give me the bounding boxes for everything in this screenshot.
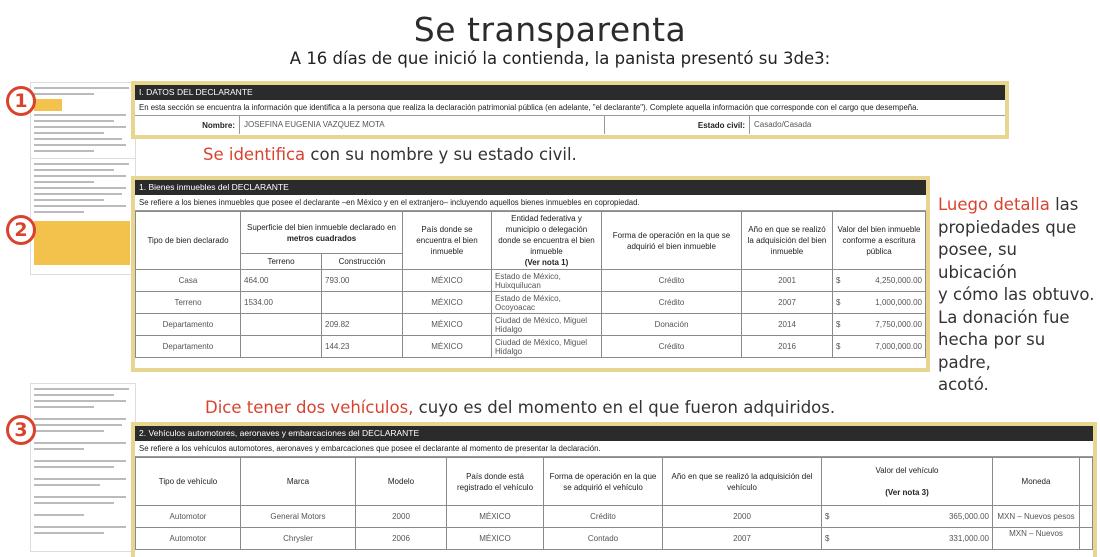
document-thumbnail-3 — [30, 383, 136, 552]
caption-highlight: Se identifica — [203, 145, 306, 164]
col-superficie: Superficie del bien inmueble declarado en metros cuadrados — [241, 212, 403, 254]
civil-status-value: Casado/Casada — [749, 116, 1005, 134]
step-badge-2: 2 — [6, 215, 36, 245]
table-row: Casa 464.00 793.00 MÉXICO Estado de México, Huixquilucan Crédito 2001 $ 4,250,000.00 — [136, 270, 926, 292]
step-badge-1: 1 — [6, 86, 36, 116]
col-anio: Año en que se realizó la adquisición del vehículo — [663, 458, 822, 506]
col-tipo: Tipo de vehículo — [136, 458, 241, 506]
col-terreno: Terreno — [241, 254, 322, 270]
page-subtitle: A 16 días de que inició la contienda, la panista presentó su 3de3: — [289, 49, 831, 68]
col-construccion: Construcción — [322, 254, 403, 270]
vehicles-table — [135, 457, 1093, 550]
page-title: Se transparenta — [413, 10, 687, 49]
col-anio: Año en que se realizó la adquisición del bien inmueble — [742, 212, 833, 270]
table-row: Terreno 1534.00 MÉXICO Estado de México, Ocoyoacac Crédito 2007 $ 1,000,000.00 — [136, 292, 926, 314]
col-valor: Valor del bien inmueble conforme a escritura pública — [833, 212, 926, 270]
col-marca: Marca — [241, 458, 356, 506]
document-thumbnail-1 — [30, 82, 136, 159]
declarant-data-section — [131, 81, 1009, 139]
caption-text: con su nombre y su estado civil. — [305, 145, 577, 164]
civil-status-label: Estado civil: — [697, 120, 745, 130]
col-forma: Forma de operación en la que se adquirió el vehículo — [544, 458, 663, 506]
document-thumbnail-2 — [30, 158, 136, 275]
col-pais: País donde está registrado el vehículo — [447, 458, 544, 506]
vehicles-section — [131, 422, 1097, 557]
step-badge-3: 3 — [6, 415, 36, 445]
real-estate-table — [135, 211, 926, 358]
col-valor: Valor del vehículo (Ver nota 3) — [822, 458, 993, 506]
name-label: Nombre: — [202, 120, 235, 130]
side-note-highlight: Luego detalla — [938, 195, 1050, 214]
table-row: Automotor Chrysler 2006 MÉXICO Contado 2007 $ 331,000.00 MXN – Nuevos — [136, 528, 1093, 550]
col-forma: Forma de operación en la que se adquirió el bien inmueble — [602, 212, 742, 270]
section-header-bar: I. DATOS DEL DECLARANTE — [135, 85, 1005, 100]
section-header-bar: 2. Vehículos automotores, aeronaves y embarcaciones del DECLARANTE — [135, 426, 1093, 441]
name-value: JOSEFINA EUGENIA VAZQUEZ MOTA — [239, 116, 605, 134]
caption-identifies — [203, 145, 577, 164]
section-header-bar: 1. Bienes inmuebles del DECLARANTE — [135, 180, 926, 195]
col-tipo: Tipo de bien declarado — [136, 212, 241, 270]
col-modelo: Modelo — [356, 458, 447, 506]
table-row: Departamento 209.82 MÉXICO Ciudad de México, Miguel Hidalgo Donación 2014 $ 7,750,000.00 — [136, 314, 926, 336]
declarant-fields-row — [135, 116, 1005, 134]
table-row: Departamento 144.23 MÉXICO Ciudad de México, Miguel Hidalgo Crédito 2016 $ 7,000,000.00 — [136, 336, 926, 358]
col-moneda: Moneda — [993, 458, 1080, 506]
table-row: Automotor General Motors 2000 MÉXICO Crédito 2000 $ 365,000.00 MXN – Nuevos pesos — [136, 506, 1093, 528]
section-note: En esta sección se encuentra la información que identifica a la persona que realiza la declaración patrimonial pública (en adelante, "el declarante"). Complete aquella información que corresponde con el cargo que desempeña. — [135, 100, 1005, 116]
caption-text: cuyo es del momento en el que fueron adquiridos. — [413, 398, 836, 417]
caption-vehicles — [205, 398, 835, 417]
real-estate-section — [131, 176, 930, 372]
section-note: Se refiere a los vehículos automotores, aeronaves y embarcaciones que posee el declarante al momento de presentar la declaración. — [135, 441, 1093, 457]
side-note: Luego detalla las propiedades que posee, su ubicación y cómo las obtuvo. La donación fue hecha por su padre, acotó. — [938, 195, 1095, 394]
section-note: Se refiere a los bienes inmuebles que posee el declarante –en México y en el extranjero– incluyendo aquellos bienes inmuebles en copropiedad. — [135, 195, 926, 211]
caption-highlight: Dice tener dos vehículos, — [205, 398, 414, 417]
col-pais: País donde se encuentra el bien inmueble — [403, 212, 492, 270]
col-entidad: Entidad federativa y municipio o delegación donde se encuentra el bien inmueble (Ver nota 1) — [492, 212, 602, 270]
